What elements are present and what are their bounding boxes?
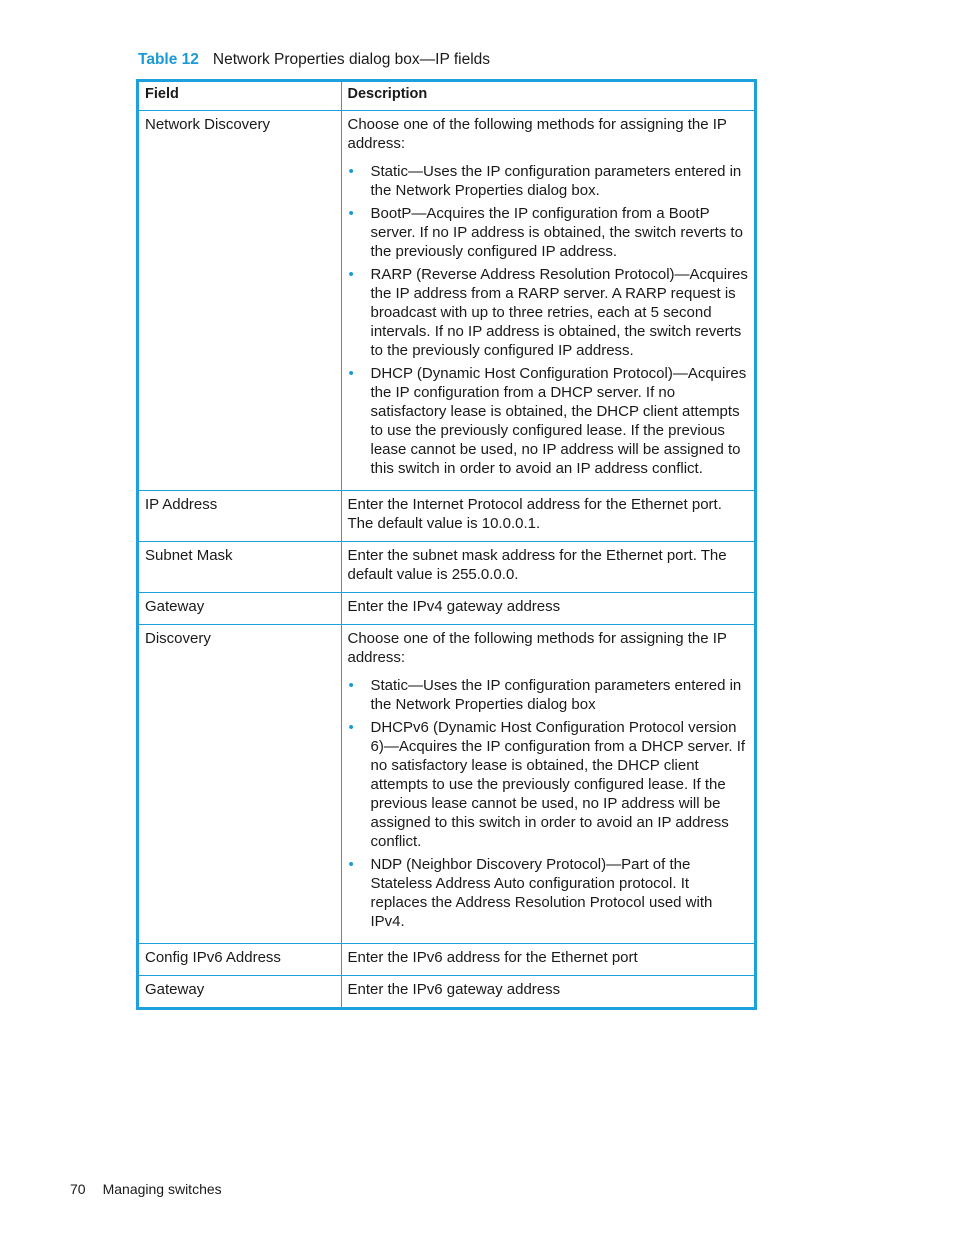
field-cell: Subnet Mask [139,542,341,593]
field-cell: Config IPv6 Address [139,944,341,976]
table-row [139,542,754,593]
table-caption-title: Network Properties dialog box—IP fields [212,51,491,68]
description-cell: Enter the Internet Protocol address for the Ethernet port. The default value is 10.0.0.1. [341,491,754,542]
page-number: 70 [70,1181,86,1197]
column-header-field: Field [139,82,341,111]
description-cell [341,111,754,491]
field-cell: Gateway [139,976,341,1008]
description-cell: Enter the subnet mask address for the Ethernet port. The default value is 255.0.0.0. [341,542,754,593]
field-cell: Network Discovery [139,111,341,491]
table-row [139,944,754,976]
description-text: Choose one of the following methods for assigning the IP address: [347,116,727,152]
list-item: • Static—Uses the IP configuration parameters entered in the Network Properties dialog box [348,676,749,714]
table-row [139,593,754,625]
column-header-description: Description [341,82,754,111]
field-cell: Discovery [139,625,341,944]
list-item: • DHCP (Dynamic Host Configuration Protocol)—Acquires the IP configuration from a DHCP server. If no satisfactory lease is obtained, the DHCP client attempts to use the previously configured lease. If the previous lease cannot be used, no IP address will be assigned to this switch in order to avoid an IP address conflict. [348,364,749,478]
table-caption-label: Table 12 [138,51,199,68]
list-item: • BootP—Acquires the IP configuration from a BootP server. If no IP address is obtained, the switch reverts to the previously configured IP address. [348,204,749,261]
list-item: • RARP (Reverse Address Resolution Protocol)—Acquires the IP address from a RARP server. A RARP request is broadcast with up to three retries, each at 5 second intervals. If no IP address is obtained, the switch reverts to the previously configured IP address. [348,265,749,360]
table-header-row [139,82,754,111]
field-cell: Gateway [139,593,341,625]
table-row [139,491,754,542]
page-footer [70,1180,222,1198]
table-row [139,625,754,944]
field-cell: IP Address [139,491,341,542]
list-item: • DHCPv6 (Dynamic Host Configuration Protocol version 6)—Acquires the IP configuration from a DHCP server. If no satisfactory lease is obtained, the DHCP client attempts to use the previously configured lease. If the previous lease cannot be used, no IP address will be assigned to this switch in order to avoid an IP address conflict. [348,718,749,851]
table-row [139,111,754,491]
footer-section-title: Managing switches [102,1181,222,1197]
list-item: • NDP (Neighbor Discovery Protocol)—Part of the Stateless Address Auto configuration protocol. It replaces the Address Resolution Protocol used with IPv4. [348,855,749,931]
method-list [348,162,749,478]
ip-fields-table-container [136,79,757,1010]
ip-fields-table [139,82,754,1007]
table-caption [138,50,490,70]
description-cell: Enter the IPv6 gateway address [341,976,754,1008]
table-row [139,976,754,1008]
description-cell: Enter the IPv6 address for the Ethernet port [341,944,754,976]
method-list [348,676,749,931]
description-cell [341,625,754,944]
description-cell: Enter the IPv4 gateway address [341,593,754,625]
list-item: • Static—Uses the IP configuration parameters entered in the Network Properties dialog box. [348,162,749,200]
description-text: Choose one of the following methods for assigning the IP address: [347,630,727,666]
